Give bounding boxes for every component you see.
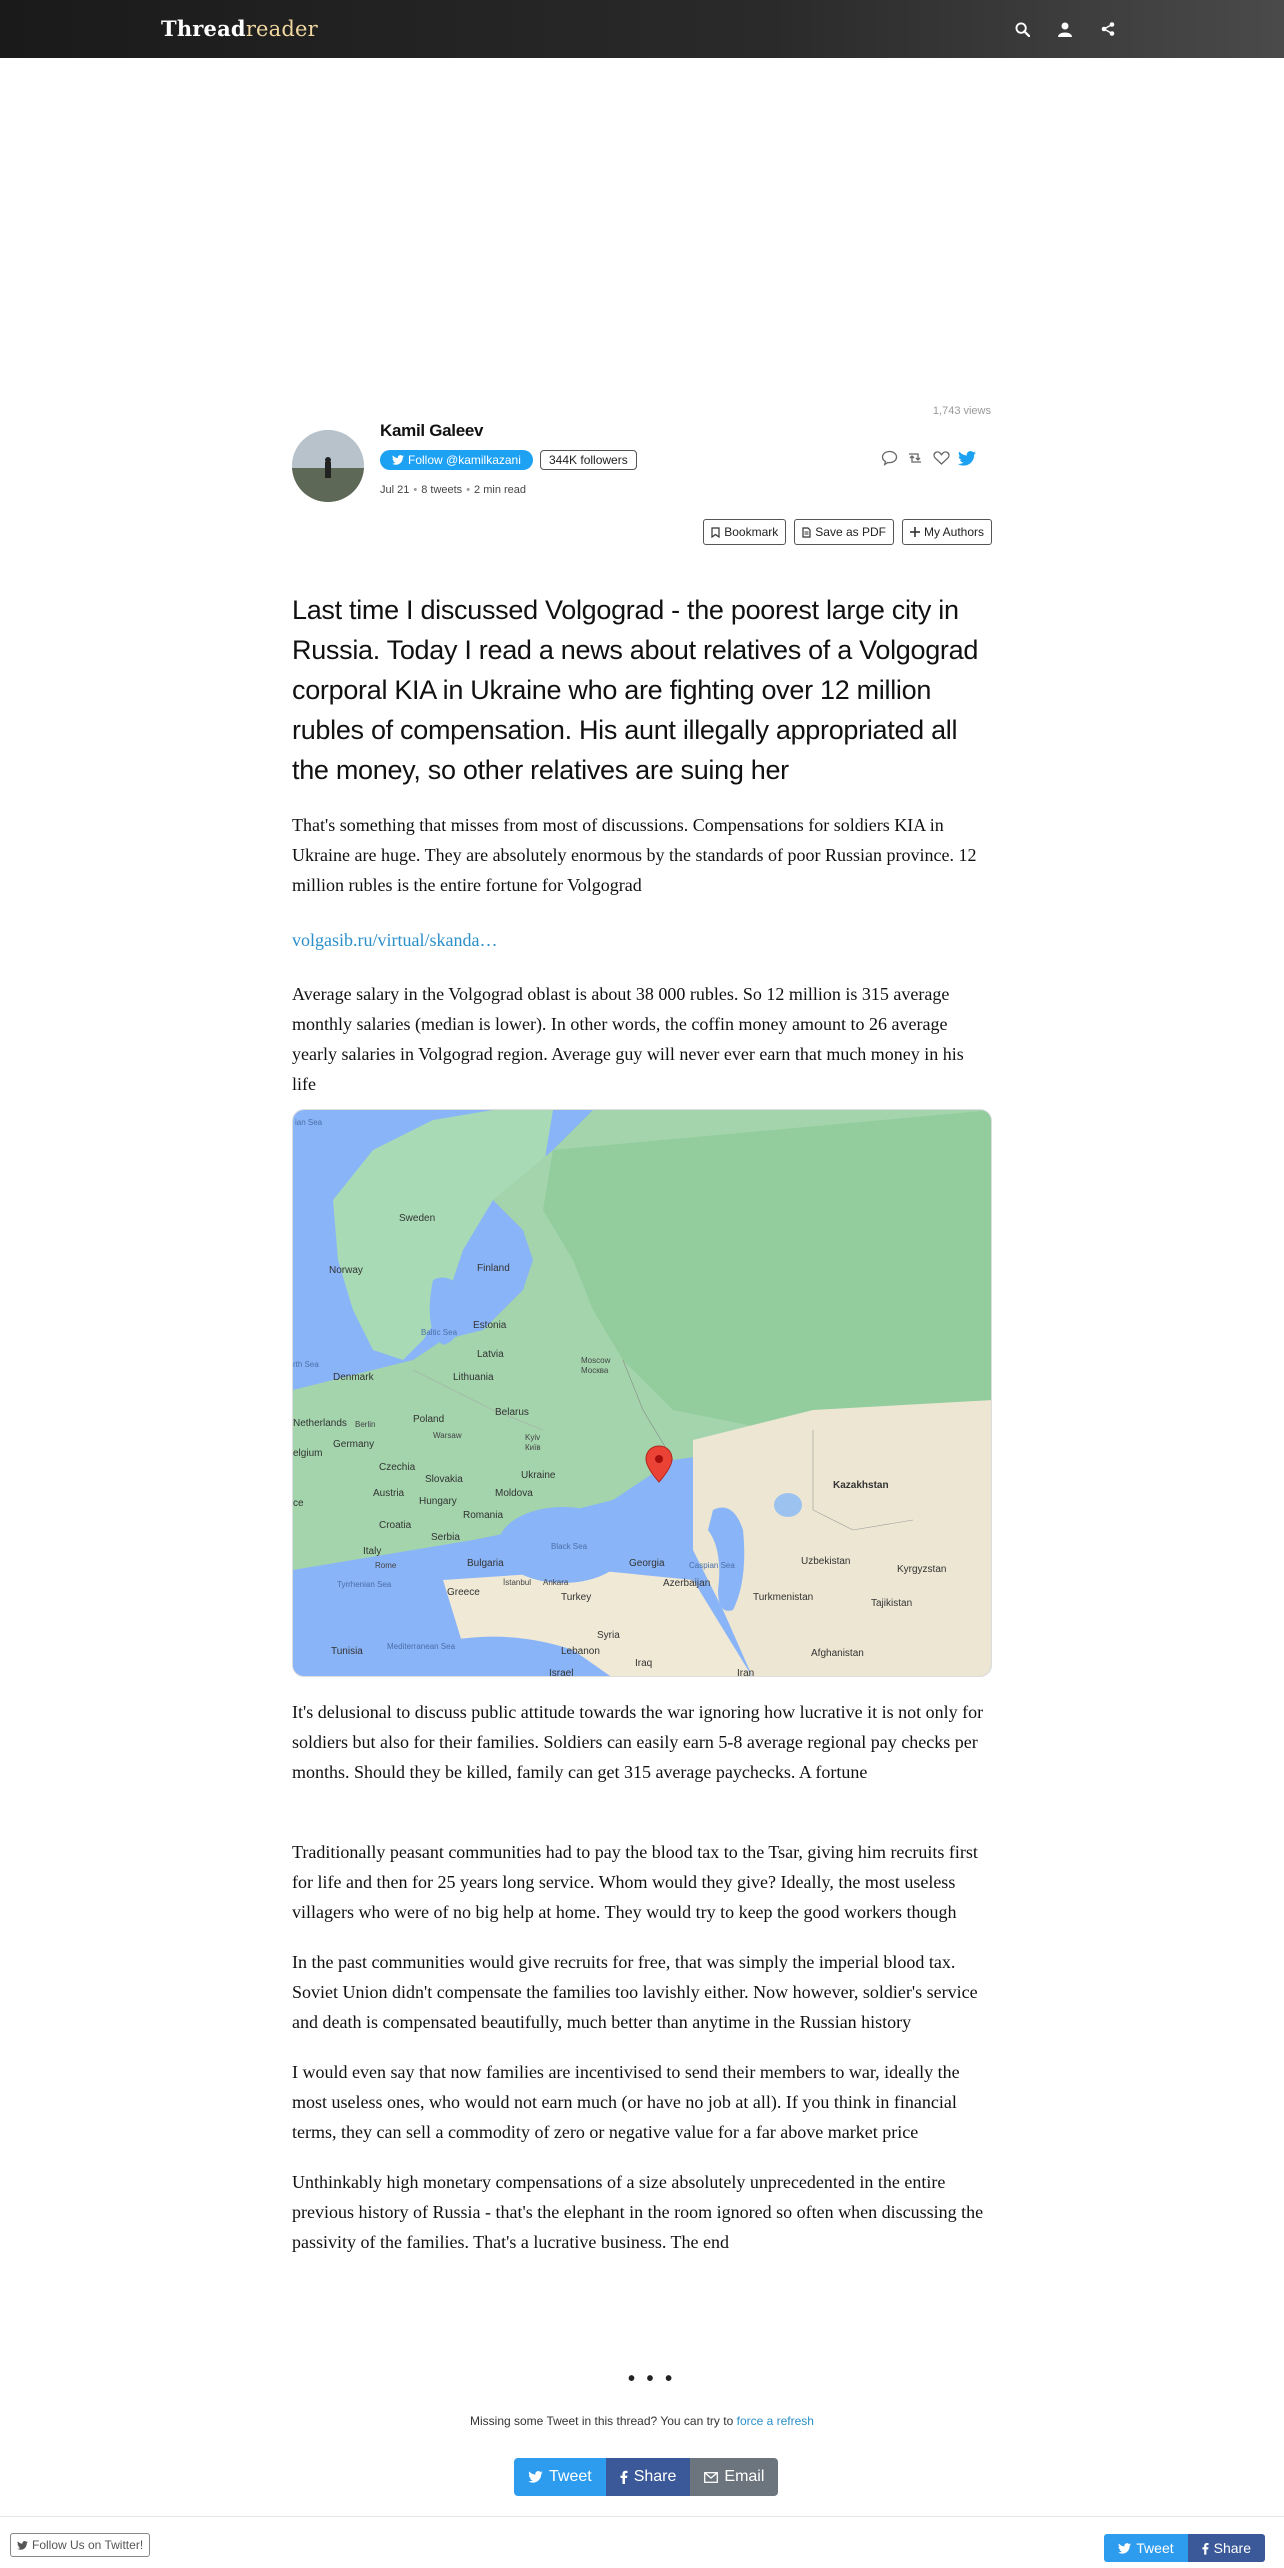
- map-label: Київ: [525, 1443, 541, 1452]
- my-authors-label: My Authors: [923, 525, 984, 539]
- email-share-button[interactable]: [690, 2458, 778, 2496]
- map-label: İstanbul: [503, 1578, 532, 1587]
- tweet-text: That's something that misses from most of discussions. Compensations for soldiers KIA in Ukraine are huge. They are absolutely enormous by the standards of poor Russian province. 12 million rubles is the entire fortune for Volgograd: [292, 815, 977, 895]
- map-label: Moscow: [581, 1356, 611, 1365]
- map-label: Georgia: [629, 1558, 665, 1569]
- map-label: Black Sea: [551, 1542, 588, 1551]
- map-label: rth Sea: [293, 1360, 319, 1369]
- map-label: Turkey: [561, 1592, 592, 1603]
- map-label: Hungary: [419, 1496, 457, 1507]
- brand-logo[interactable]: [161, 16, 318, 41]
- map-label: ce: [293, 1498, 304, 1509]
- thread-tools: [703, 519, 992, 545]
- tweet-actions: [880, 449, 976, 467]
- tweet-count: 8 tweets: [421, 484, 463, 496]
- share-buttons: [514, 2458, 778, 2496]
- map-label: Iran: [737, 1668, 755, 1677]
- map-label: elgium: [293, 1448, 323, 1459]
- email-label: Email: [724, 2468, 765, 2485]
- twitter-bird-icon: [528, 2471, 543, 2483]
- map-label: Tajikistan: [871, 1598, 913, 1609]
- map-label: Poland: [413, 1414, 445, 1425]
- map-label: Denmark: [333, 1372, 374, 1383]
- map-label: Moldova: [495, 1488, 533, 1499]
- twitter-icon[interactable]: [958, 449, 976, 467]
- bottom-tweet-label: Tweet: [1136, 2540, 1174, 2556]
- file-icon: [802, 527, 811, 538]
- twitter-bird-icon: [1118, 2543, 1131, 2554]
- tweet-text: It's delusional to discuss public attitude towards the war ignoring how lucrative it is not only for soldiers but also for their families. Soldiers can easily earn 5-8 average regional pay checks per months. Should they be killed, family can get 315 average paychecks. A fortune: [292, 1702, 984, 1782]
- map-label: Netherlands: [293, 1418, 347, 1429]
- followers-badge: 344K followers: [540, 450, 637, 470]
- tweet-text: Average salary in the Volgograd oblast is about 38 000 rubles. So 12 million is 315 average monthly salaries (median is lower). In other words, the coffin money amount to 26 average yearly salaries in Volgograd region. Average guy will never ever earn that much money in his life: [292, 984, 964, 1094]
- top-navbar: [0, 0, 1284, 58]
- map-label: Israel: [549, 1668, 574, 1677]
- map-label: Kyiv: [525, 1433, 541, 1442]
- map-label: Mediterranean Sea: [387, 1642, 456, 1651]
- envelope-icon: [704, 2472, 718, 2483]
- bottom-tweet-button[interactable]: [1104, 2534, 1187, 2562]
- map-label: Germany: [333, 1439, 375, 1450]
- view-count: 1,743 views: [932, 405, 991, 417]
- map-image[interactable]: [292, 1109, 992, 1677]
- bottom-facebook-button[interactable]: [1188, 2534, 1265, 2562]
- force-refresh-link[interactable]: force a refresh: [736, 2414, 814, 2428]
- twitter-bird-icon: [392, 455, 404, 465]
- article-link[interactable]: volgasib.ru/virtual/skanda…: [292, 930, 498, 950]
- missing-tweet-notice: [0, 2414, 1284, 2428]
- map-label: Latvia: [477, 1349, 504, 1360]
- twitter-bird-icon: [17, 2541, 28, 2550]
- map-label: Romania: [463, 1510, 504, 1521]
- map-label: Estonia: [473, 1320, 507, 1331]
- author-name[interactable]: Kamil Galeev: [380, 421, 484, 440]
- map-label: Lebanon: [561, 1646, 600, 1657]
- map-label: ian Sea: [295, 1118, 323, 1127]
- thread-lead: Last time I discussed Volgograd - the poorest large city in Russia. Today I read a news about relatives of a Volgograd corporal KIA in Ukraine who are fighting over 12 million rubles of compensation. His aunt illegally appropriated all the money, so other relatives are suing her: [292, 595, 979, 785]
- map-label: Ukraine: [521, 1470, 556, 1481]
- tweet-share-button[interactable]: [514, 2458, 606, 2496]
- retweet-icon[interactable]: [906, 449, 924, 467]
- map-label: Finland: [477, 1263, 510, 1274]
- map-label: Austria: [373, 1488, 405, 1499]
- save-pdf-label: Save as PDF: [815, 525, 886, 539]
- save-pdf-button[interactable]: [794, 519, 894, 545]
- user-icon[interactable]: [1053, 17, 1077, 41]
- map-label: Москва: [581, 1366, 609, 1375]
- thread-meta: Jul 21 • 8 tweets • 2 min read: [380, 484, 527, 496]
- map-label: Uzbekistan: [801, 1556, 851, 1567]
- tweet-text: In the past communities would give recruits for free, that was simply the imperial blood tax. Soviet Union didn't compensate the families too lavishly either. Now however, soldier's service and death is compensated beautifully, much better than anytime in the Russian history: [292, 1952, 978, 2032]
- reply-icon[interactable]: [880, 449, 898, 467]
- follow-us-button[interactable]: [10, 2533, 150, 2557]
- map-label: Sweden: [399, 1213, 436, 1224]
- map-label: Turkmenistan: [753, 1592, 814, 1603]
- bookmark-button[interactable]: [703, 519, 786, 545]
- search-icon[interactable]: [1010, 17, 1034, 41]
- map-label: Iraq: [635, 1658, 653, 1669]
- map-label: Baltic Sea: [421, 1328, 458, 1337]
- map-label: Kyrgyzstan: [897, 1564, 947, 1575]
- map-label: Lithuania: [453, 1372, 494, 1383]
- map-label: Afghanistan: [811, 1648, 864, 1659]
- thread-date: Jul 21: [380, 484, 410, 496]
- map-label: Belarus: [495, 1407, 529, 1418]
- map-label: Greece: [447, 1587, 480, 1598]
- tweet-text: Traditionally peasant communities had to pay the blood tax to the Tsar, giving him recruits first for life and then for 25 years long service. Whom would they give? Ideally, the most useless villagers who were of no big help at home. They would try to keep the good workers though: [292, 1842, 978, 1922]
- bottom-share-label: Share: [1213, 2540, 1251, 2556]
- follow-label: Follow @kamilkazani: [408, 453, 521, 467]
- map-label: Norway: [329, 1265, 363, 1276]
- tweet-label: Tweet: [549, 2468, 592, 2485]
- missing-text: Missing some Tweet in this thread? You can try to: [470, 2414, 734, 2428]
- map-label: Azerbaijan: [663, 1578, 711, 1589]
- brand-reader: reader: [245, 17, 318, 41]
- map-label: Czechia: [379, 1462, 416, 1473]
- map-label: Tyrrhenian Sea: [337, 1580, 392, 1589]
- facebook-share-button[interactable]: [606, 2458, 691, 2496]
- map-label: Caspian Sea: [689, 1561, 735, 1570]
- map-label: Warsaw: [433, 1431, 462, 1440]
- map-label: Syria: [597, 1630, 620, 1641]
- bottom-share-buttons: [1104, 2534, 1265, 2562]
- map-label: Slovakia: [425, 1474, 463, 1485]
- bookmark-label: Bookmark: [724, 525, 779, 539]
- read-time: 2 min read: [474, 484, 527, 496]
- facebook-icon: [1202, 2542, 1209, 2555]
- map-label: Serbia: [431, 1532, 460, 1543]
- map-label: Berlin: [355, 1420, 376, 1429]
- share-icon[interactable]: [1096, 17, 1120, 41]
- map-label: Croatia: [379, 1520, 412, 1531]
- thread-end-dots: • • •: [628, 2368, 676, 2390]
- like-icon[interactable]: [932, 449, 950, 467]
- my-authors-button[interactable]: [902, 519, 992, 545]
- map-label: Rome: [375, 1561, 397, 1570]
- tweet-text: I would even say that now families are incentivised to send their members to war, ideally the most useless ones, who would not earn much (or have no job at all). If you think in financial terms, they can sell a commodity of zero or negative value for a far above market price: [292, 2062, 960, 2142]
- plus-icon: [910, 527, 920, 537]
- facebook-icon: [620, 2470, 628, 2484]
- brand-thread: Thread: [161, 16, 246, 41]
- follow-button[interactable]: [380, 450, 533, 470]
- avatar[interactable]: [292, 430, 364, 502]
- follow-us-label: Follow Us on Twitter!: [32, 2538, 144, 2552]
- map-label: Bulgaria: [467, 1558, 504, 1569]
- map-label: Tunisia: [331, 1646, 363, 1657]
- thread-content: [292, 590, 992, 2257]
- map-label: Kazakhstan: [833, 1480, 889, 1491]
- tweet-text: Unthinkably high monetary compensations of a size absolutely unprecedented in the entire previous history of Russia - that's the elephant in the room ignored so often when discussing the passivity of the families. That's a lucrative business. The end: [292, 2172, 984, 2252]
- bookmark-icon: [711, 527, 720, 538]
- map-label: Ankara: [543, 1578, 569, 1587]
- share-label: Share: [633, 2468, 677, 2485]
- bottom-bar: [0, 2516, 1284, 2568]
- map-label: Italy: [363, 1546, 382, 1557]
